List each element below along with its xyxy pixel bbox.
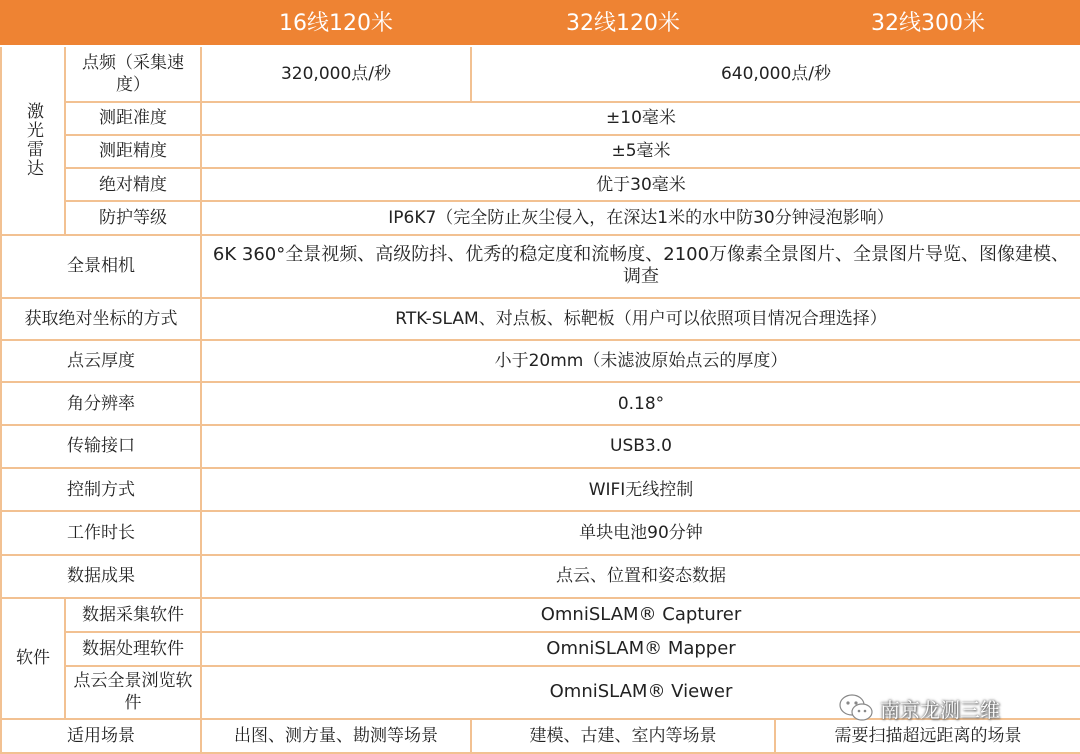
coords-value: RTK-SLAM、对点板、标靶板（用户可以依照项目情况合理选择） [201,298,1080,340]
table-row [1,102,1080,135]
angular-label: 角分辨率 [1,382,201,424]
table-row [1,235,1080,298]
table-row [1,425,1080,468]
scenes-value-a: 出图、测方量、勘测等场景 [201,719,471,753]
process-software-value: OmniSLAM® Mapper [201,632,1080,666]
protection-value: IP6K7（完全防止灰尘侵入，在深达1米的水中防30分钟浸泡影响） [201,201,1080,234]
scenes-value-c: 需要扫描超远距离的场景 [775,719,1080,753]
header-32-line-300m: 32线300米 [775,1,1080,46]
control-label: 控制方式 [1,468,201,511]
worktime-label: 工作时长 [1,511,201,554]
table-row [1,135,1080,168]
table-row [1,632,1080,666]
control-value: WIFI无线控制 [201,468,1080,511]
point-rate-value-a: 320,000点/秒 [201,46,471,101]
thickness-value: 小于20mm（未滤波原始点云的厚度） [201,340,1080,382]
angular-value: 0.18° [201,382,1080,424]
header-corner [1,1,201,46]
point-rate-value-b: 640,000点/秒 [471,46,1080,101]
capture-software-label: 数据采集软件 [65,598,201,632]
interface-label: 传输接口 [1,425,201,468]
camera-value: 6K 360°全景视频、高级防抖、优秀的稳定度和流畅度、2100万像素全景图片、全景图片导览、图像建模、调查 [201,235,1080,298]
header-16-line-120m: 16线120米 [201,1,471,46]
protection-label: 防护等级 [65,201,201,234]
table-row [1,168,1080,201]
table-row [1,468,1080,511]
scenes-label: 适用场景 [1,719,201,753]
table-row [1,201,1080,234]
process-software-label: 数据处理软件 [65,632,201,666]
absolute-accuracy-label: 绝对精度 [65,168,201,201]
camera-label: 全景相机 [1,235,201,298]
software-group-label: 软件 [1,598,65,719]
output-label: 数据成果 [1,555,201,598]
ranging-accuracy-label: 测距准度 [65,102,201,135]
laser-group-label: 激光雷达 [1,46,65,234]
absolute-accuracy-value: 优于30毫米 [201,168,1080,201]
output-value: 点云、位置和姿态数据 [201,555,1080,598]
table-row [1,46,1080,101]
viewer-software-label: 点云全景浏览软件 [65,666,201,718]
table-row [1,555,1080,598]
viewer-software-value: OmniSLAM® Viewer [201,666,1080,718]
table-row [1,340,1080,382]
header-row [1,1,1080,46]
capture-software-value: OmniSLAM® Capturer [201,598,1080,632]
ranging-precision-label: 测距精度 [65,135,201,168]
point-rate-label: 点频（采集速度） [65,46,201,101]
table-row [1,382,1080,424]
watermark [838,690,1000,726]
worktime-value: 单块电池90分钟 [201,511,1080,554]
scenes-value-b: 建模、古建、室内等场景 [471,719,775,753]
ranging-precision-value: ±5毫米 [201,135,1080,168]
wechat-icon [838,693,874,723]
thickness-label: 点云厚度 [1,340,201,382]
interface-value: USB3.0 [201,425,1080,468]
header-32-line-120m: 32线120米 [471,1,775,46]
ranging-accuracy-value: ±10毫米 [201,102,1080,135]
coords-label: 获取绝对坐标的方式 [1,298,201,340]
table-row [1,298,1080,340]
watermark-text: 南京龙测三维 [880,697,1000,722]
table-row [1,598,1080,632]
table-row [1,511,1080,554]
